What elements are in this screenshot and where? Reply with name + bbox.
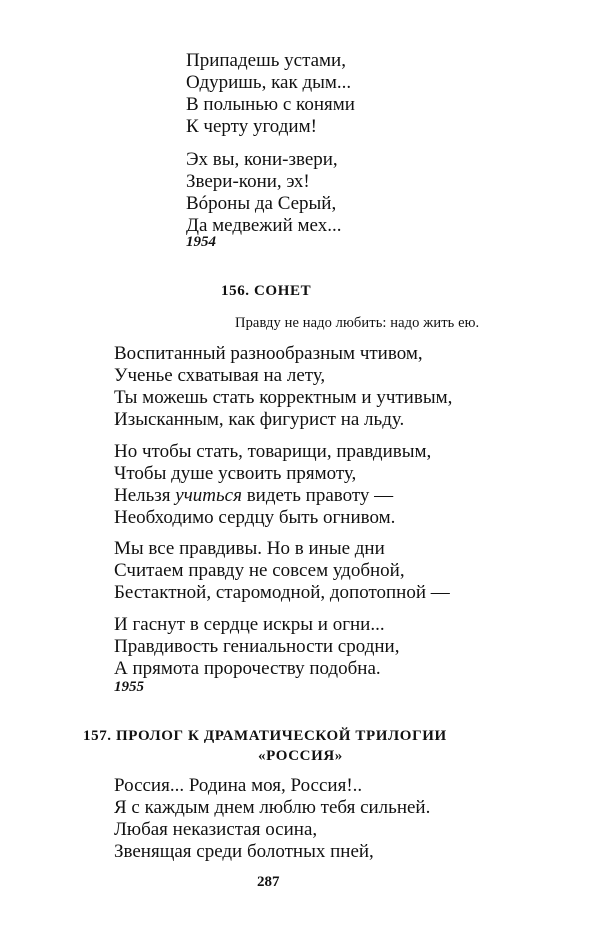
verse-line: Но чтобы стать, товарищи, правдивым,: [114, 441, 432, 462]
verse-line: Эх вы, кони-звери,: [186, 149, 338, 170]
verse-line: Россия... Родина моя, Россия!..: [114, 775, 363, 796]
verse-line: Ученье схватывая на лету,: [114, 365, 326, 386]
verse-line: В полынью с конями: [186, 94, 355, 115]
verse-text: видеть правоту —: [241, 485, 394, 506]
verse-line: Бестактной, старомодной, допотопной —: [114, 582, 450, 603]
verse-line: К черту угодим!: [186, 116, 317, 137]
verse-line: Необходимо сердцу быть огнивом.: [114, 507, 396, 528]
page-number: 287: [257, 874, 280, 890]
verse-line: А прямота пророчеству подобна.: [114, 658, 381, 679]
verse-line: Изысканным, как фигурист на льду.: [114, 409, 405, 430]
poem-title: 156. СОНЕТ: [221, 283, 312, 299]
emphasis-text: учиться: [175, 485, 242, 506]
verse-line: Ты можешь стать корректным и учтивым,: [114, 387, 453, 408]
verse-line: Считаем правду не совсем удобной,: [114, 560, 405, 581]
verse-line: Воспитанный разнообразным чтивом,: [114, 343, 423, 364]
verse-line: Одуришь, как дым...: [186, 72, 352, 93]
verse-line: Звенящая среди болотных пней,: [114, 841, 374, 862]
verse-line: Звери-кони, эх!: [186, 171, 310, 192]
poem-date: 1955: [114, 679, 144, 695]
verse-text: Нельзя: [114, 485, 176, 506]
poem-date: 1954: [186, 234, 216, 250]
verse-line: Да медвежий мех...: [186, 215, 342, 236]
verse-line: И гаснут в сердце искры и огни...: [114, 614, 385, 635]
verse-line: Чтобы душе усвоить прямоту,: [114, 463, 357, 484]
poem-title-sub: «РОССИЯ»: [258, 748, 343, 764]
verse-line: Я с каждым днем люблю тебя сильней.: [114, 797, 431, 818]
verse-line: Вóроны да Серый,: [186, 193, 337, 214]
poem-title: 157. ПРОЛОГ К ДРАМАТИЧЕСКОЙ ТРИЛОГИИ: [83, 728, 447, 744]
verse-line: Любая неказистая осина,: [114, 819, 318, 840]
verse-line: Правдивость гениальности сродни,: [114, 636, 400, 657]
epigraph: Правду не надо любить: надо жить ею.: [235, 315, 480, 331]
verse-line: Мы все правдивы. Но в иные дни: [114, 538, 385, 559]
verse-line: [114, 485, 393, 507]
verse-line: Припадешь устами,: [186, 50, 346, 71]
